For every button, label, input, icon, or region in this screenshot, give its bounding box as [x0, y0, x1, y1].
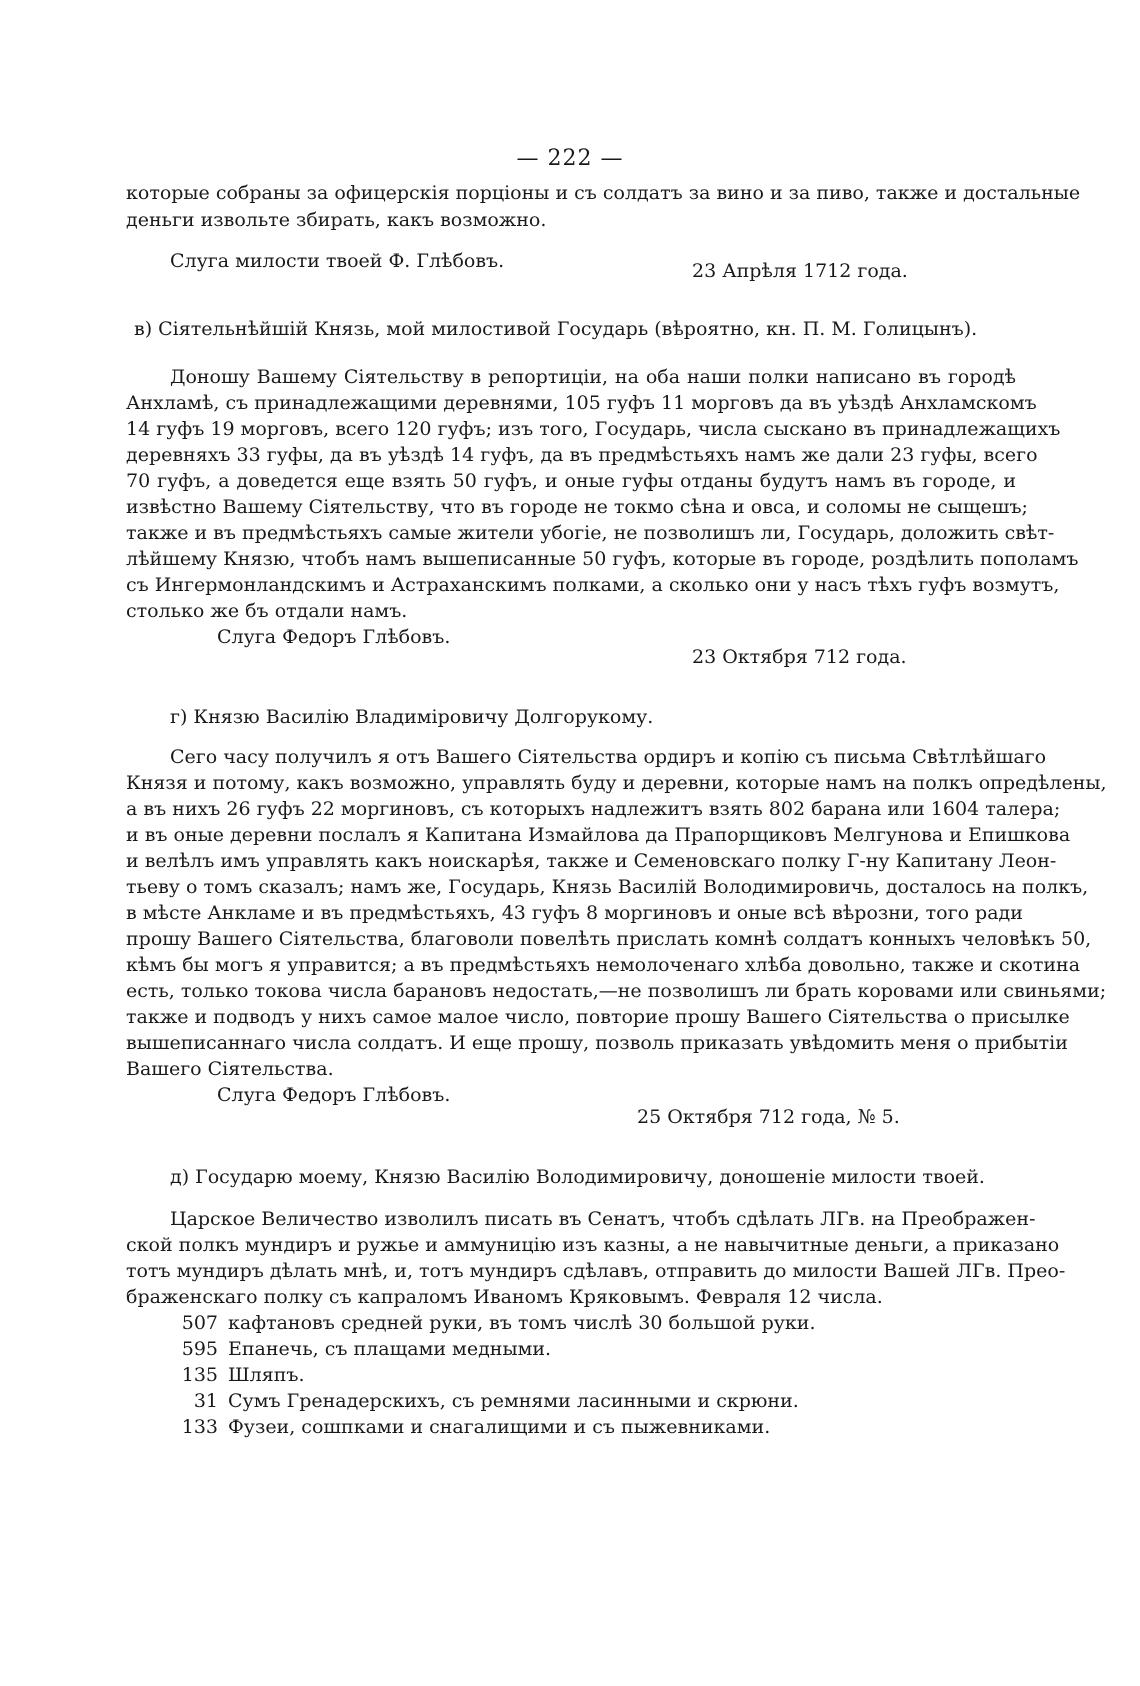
- intro-line: которые собраны за офицерскія порціоны и съ солдатъ за вино и за пиво, также и достальные: [126, 182, 1081, 204]
- signature: Слуга Федоръ Глѣбовъ.: [217, 626, 451, 648]
- paragraph-line: Сего часу получилъ я отъ Вашего Сіятельства ордиръ и копію съ письма Свѣтлѣйшаго: [170, 746, 1047, 768]
- letter-heading: г) Князю Василію Владиміровичу Долгорукому.: [170, 706, 654, 728]
- paragraph-line: Анхламѣ, съ принадлежащими деревнями, 105 гуфъ 11 морговъ да въ уѣздѣ Анхламскомъ: [126, 392, 1037, 414]
- signature: Слуга Федоръ Глѣбовъ.: [217, 1084, 451, 1106]
- signature: Слуга милости твоей Ф. Глѣбовъ.: [170, 250, 505, 272]
- paragraph-line: браженскаго полку съ капраломъ Иваномъ Кряковымъ. Февраля 12 числа.: [126, 1286, 883, 1308]
- paragraph-line: кѣмъ бы могъ я управится; а въ предмѣстьяхъ немолоченаго хлѣба довольно, также и скотина: [126, 954, 1081, 976]
- item-quantity: 507: [181, 1312, 218, 1334]
- paragraph-line: ской полкъ мундиръ и ружье и аммуницію изъ казны, а не навычитные деньги, а приказано: [126, 1234, 1060, 1256]
- date: 23 Октября 712 года.: [692, 646, 907, 668]
- paragraph-line: Вашего Сіятельства.: [126, 1058, 334, 1080]
- paragraph-line: съ Ингермонландскимъ и Астраханскимъ полками, а сколько они у насъ тѣхъ гуфъ возмутъ,: [126, 574, 1060, 596]
- paragraph-line: и въ оные деревни послалъ я Капитана Измайлова да Прапорщиковъ Мелгунова и Епишкова: [126, 824, 1071, 846]
- paragraph-line: а въ нихъ 26 гуфъ 22 моргиновъ, съ которыхъ надлежитъ взять 802 барана или 1604 талера;: [126, 798, 1061, 820]
- paragraph-line: 70 гуфъ, а доведется еще взять 50 гуфъ, и оные гуфы отданы будутъ намъ въ городе, и: [126, 470, 1016, 492]
- date: 23 Апрѣля 1712 года.: [692, 260, 908, 282]
- paragraph-line: также и подводъ у нихъ самое малое число, повторие прошу Вашего Сіятельства о присылке: [126, 1006, 1070, 1028]
- paragraph-line: лѣйшему Князю, чтобъ намъ вышеписанные 50 гуфъ, которые въ городе, роздѣлить пополамъ: [126, 548, 1079, 570]
- item-quantity: 31: [193, 1390, 218, 1412]
- paragraph-line: столько же бъ отдали намъ.: [126, 600, 408, 622]
- date: 25 Октября 712 года, № 5.: [637, 1106, 900, 1128]
- paragraph-line: вышеписаннаго числа солдатъ. И еще прошу, позволь приказать увѣдомить меня о прибытіи: [126, 1032, 1068, 1054]
- item-text: Сумъ Гренадерскихъ, съ ремнями ласинными и скрюни.: [228, 1390, 799, 1412]
- paragraph-line: 14 гуфъ 19 морговъ, всего 120 гуфъ; изъ того, Государь, числа сыскано въ принадлежащихъ: [126, 418, 1061, 440]
- item-quantity: 133: [181, 1416, 218, 1438]
- paragraph-line: тотъ мундиръ дѣлать мнѣ, и, тотъ мундиръ сдѣлавъ, отправить до милости Вашей ЛГв. Прео-: [126, 1260, 1066, 1282]
- item-text: кафтановъ средней руки, въ томъ числѣ 30 большой руки.: [228, 1312, 816, 1334]
- paragraph-line: есть, только токова числа барановъ недостать,—не позволишъ ли брать коровами или свиньями;: [126, 980, 1107, 1002]
- item-quantity: 135: [181, 1364, 218, 1386]
- paragraph-line: Доношу Вашему Сіятельству в репортиціи, на оба наши полки написано въ городѣ: [170, 366, 1016, 388]
- item-quantity: 595: [181, 1338, 218, 1360]
- item-text: Епанечь, съ плащами медными.: [228, 1338, 552, 1360]
- item-text: Фузеи, сошпками и снагалищими и съ пыжевниками.: [228, 1416, 771, 1438]
- intro-line: деньги извольте збирать, какъ возможно.: [126, 209, 547, 231]
- paragraph-line: Князя и потому, какъ возможно, управлять буду и деревни, которые намъ на полкъ опредѣлены,: [126, 772, 1107, 794]
- letter-heading: в) Сіятельнѣйшій Князь, мой милостивой Государь (вѣроятно, кн. П. М. Голицынъ).: [134, 318, 978, 340]
- paragraph-line: Царское Величество изволилъ писать въ Сенатъ, чтобъ сдѣлать ЛГв. на Преображен-: [170, 1208, 1036, 1230]
- page-number: — 222 —: [516, 146, 624, 171]
- paragraph-line: тьеву о томъ сказалъ; намъ же, Государь, Князь Василій Володимировичь, досталось на полкъ,: [126, 876, 1089, 898]
- paragraph-line: прошу Вашего Сіятельства, благоволи повелѣть прислать комнѣ солдатъ конныхъ человѣкъ 50,: [126, 928, 1092, 950]
- paragraph-line: также и въ предмѣстьяхъ самые жители убогіе, не позволишъ ли, Государь, доложить свѣт-: [126, 522, 1055, 544]
- paragraph-line: и велѣлъ имъ управлять какъ ноискарѣя, также и Семеновскаго полку Г-ну Капитану Леон-: [126, 850, 1057, 872]
- paragraph-line: извѣстно Вашему Сіятельству, что въ городе не токмо сѣна и овса, и соломы не сыщешъ;: [126, 496, 1028, 518]
- paragraph-line: в мѣсте Анкламе и въ предмѣстьяхъ, 43 гуфъ 8 моргиновъ и оные всѣ вѣрозни, того ради: [126, 902, 1023, 924]
- item-text: Шляпъ.: [228, 1364, 305, 1386]
- letter-heading: д) Государю моему, Князю Василію Володимировичу, доношеніе милости твоей.: [170, 1166, 985, 1188]
- paragraph-line: деревняхъ 33 гуфы, да въ уѣздѣ 14 гуфъ, да въ предмѣстьяхъ намъ же дали 23 гуфы, всего: [126, 444, 1038, 466]
